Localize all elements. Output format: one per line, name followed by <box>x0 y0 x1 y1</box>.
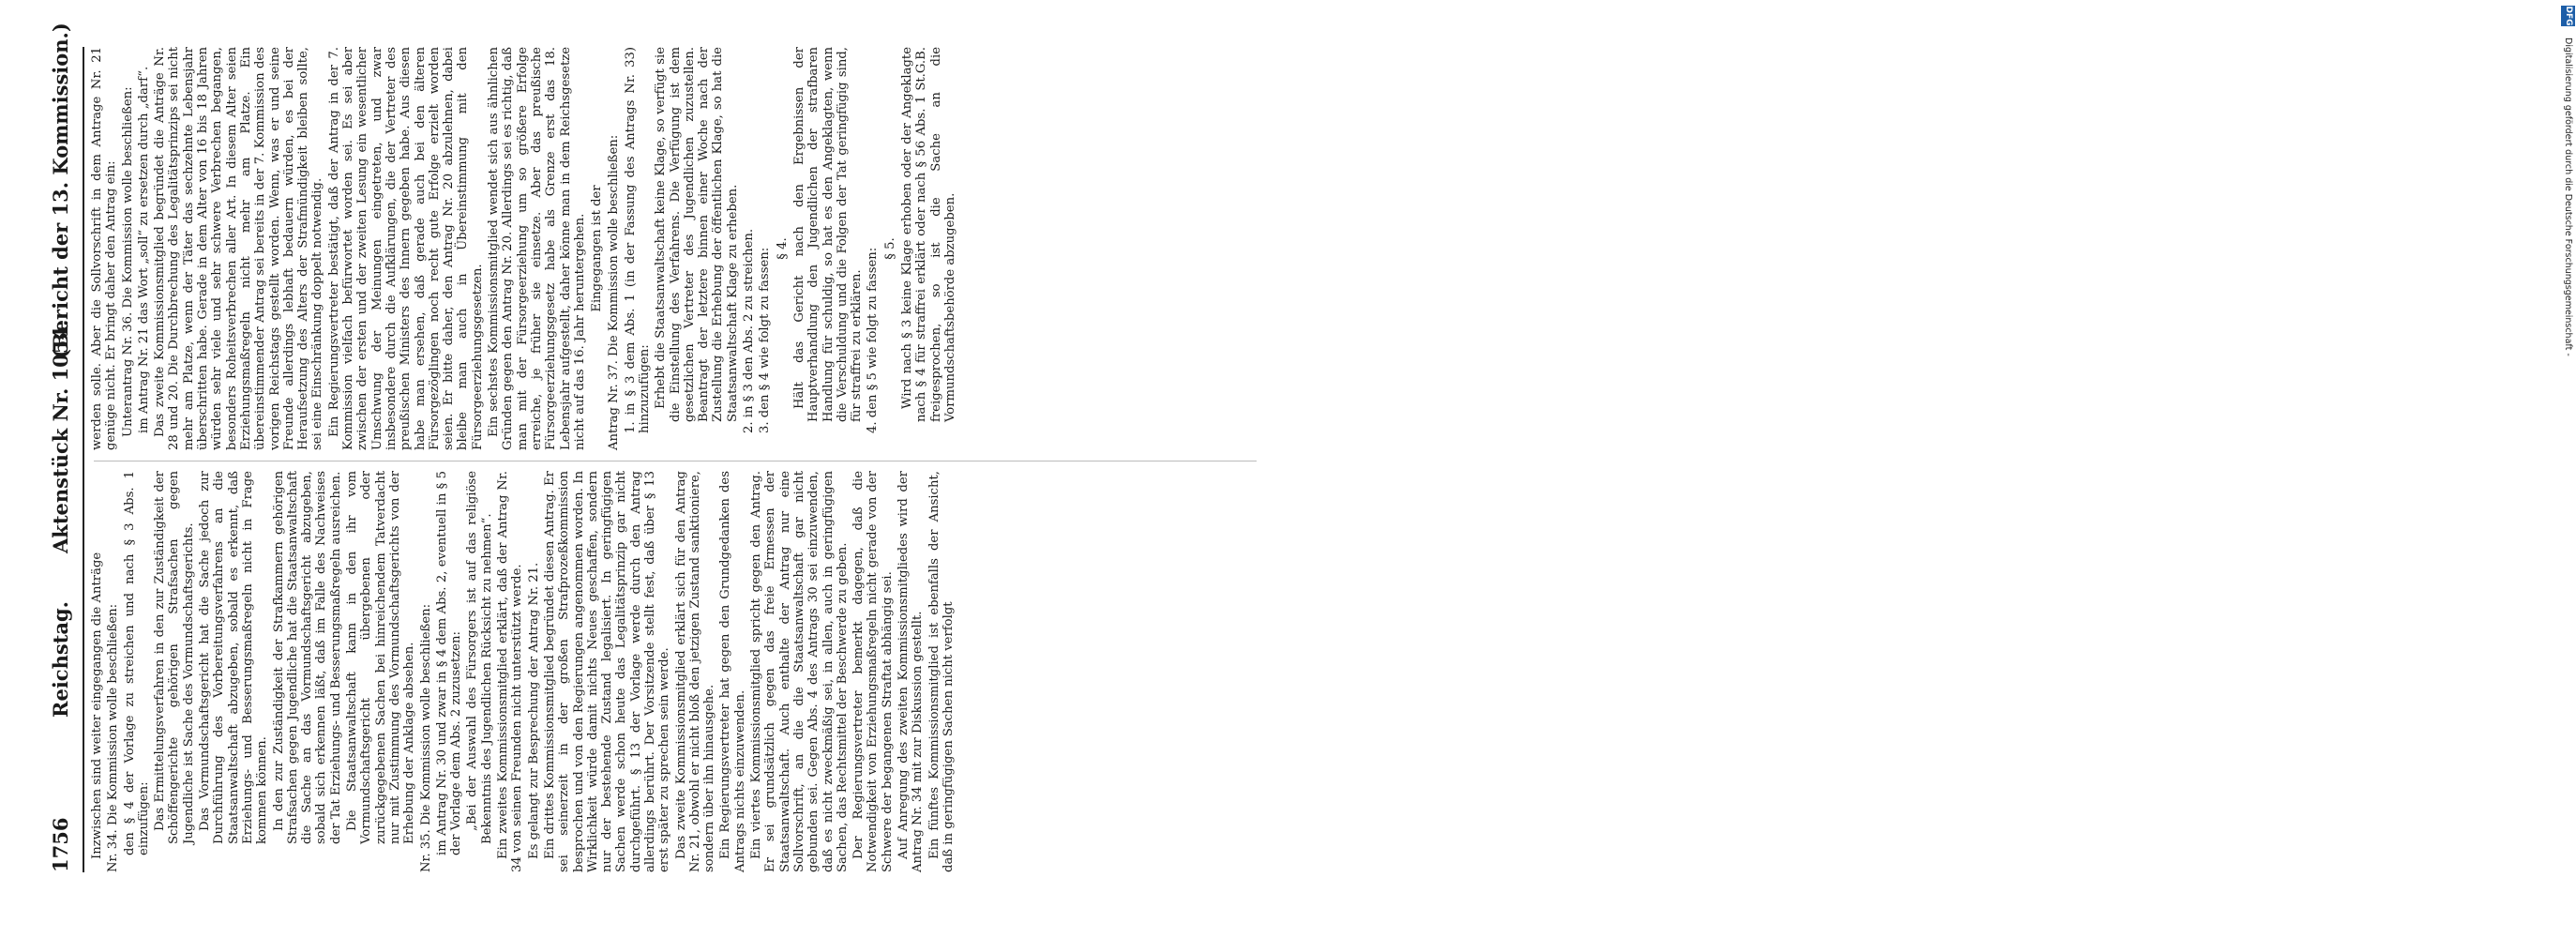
paragraph: Das zweite Kommissionsmitglied begründet die Anträge Nr. 28 und 20. Die Durchbrechung des Legalitätsprinzips sei nicht mehr am Platze, wenn der Täter das sechzehnte Lebensjahr überschritten habe. Gerade in dem Alter von 16 bis 18 Jahren würden sehr viele und sehr schwere Verbrechen begangen, besonders Roheitsverbrechen aller Art. In diesem Alter seien Erziehungsmaßregeln nicht mehr am Platze. Ein übereinstimmender Antrag sei bereits in der 7. Kommission des vorigen Reichstags gestellt worden. Wenn, was er und seine Freunde allerdings lebhaft bedauern würden, es bei der Heraufsetzung des Alters der Strafmündigkeit bleiben sollte, sei eine Einschränkung doppelt notwendig. <box>153 47 325 450</box>
quoted-paragraph: Das Vormundschaftsgericht hat die Sache jedoch zur Durchführung des Vorbereitungsverfahrens an die Staatsanwaltschaft abzugeben, sobald es erkennt, daß Erziehungs- und Besserungsmaßregeln nicht in Frage kommen können. <box>198 471 270 844</box>
section-heading: § 4. <box>775 237 790 260</box>
paragraph: Der Regierungsvertreter bemerkt dagegen, daß die Notwendigkeit von Erziehungsmaßregeln nicht gerade von der Schwere der begangenen Straftat abhängig sei. <box>851 471 895 872</box>
motion-heading: Nr. 34. Die Kommission wolle beschließen: <box>106 603 121 872</box>
paragraph: Auf Anregung des zweiten Kommissionsmitgliedes wird der Antrag Nr. 34 mit zur Diskussion gestellt. <box>896 471 926 872</box>
publication-title: Reichstag. <box>49 601 72 718</box>
paragraph: im Antrag Nr. 21 das Wort „soll“ zu ersetzen durch „darf“. <box>136 66 151 433</box>
paragraph: Ein sechstes Kommissionsmitglied wendet sich aus ähnlichen Gründen gegen den Antrag Nr. 20. Allerdings sei es richtig, daß man mit der Fürsorgeerziehung um so größere Erfolge erreiche, je früher sie einsetze. Aber das preußische Fürsorgeerziehungsgesetz habe als Grenze erst das 18. Lebensjahr aufgestellt, daher könne man in dem Reichsgesetze nicht auf das 16. Jahr heruntergehen. <box>487 47 587 450</box>
paragraph: Ein fünftes Kommissionsmitglied ist ebenfalls der Ansicht, daß in geringfügigen Sachen nicht verfolgt <box>926 471 956 872</box>
document-title: Aktenstück Nr. 1054. <box>49 319 72 553</box>
quoted-paragraph: Erhebt die Staatsanwaltschaft keine Klage, so verfügt sie die Einstellung des Verfahrens. Die Verfügung ist dem gesetzlichen Vertreter des Jugendlichen zuzustellen. Beantragt der letztere binnen einer Woche nach der Zustellung die Erhebung der öffentlichen Klage, so hat die Staatsanwaltschaft Klage zu erheben. <box>654 47 740 422</box>
paragraph: Ein viertes Kommissionsmitglied spricht gegen den Antrag. Er sei grundsätzlich gegen das freie Ermessen der Staatsanwaltschaft. Auch enthalte der Antrag nur eine Sollvorschrift, an die die Staatsanwaltschaft gar nicht gebunden sei. Gegen Abs. 4 des Antrags 30 sei einzuwenden, daß es nicht zweckmäßig sei, in allen, auch in geringfügigen Sachen, das Rechtsmittel der Beschwerde zu geben. <box>749 471 850 872</box>
list-item: 3. den § 4 wie folgt zu fassen: <box>758 247 773 433</box>
quoted-paragraph: Das Ermittelungsverfahren in den zur Zuständigkeit der Schöffengerichte gehörigen Strafsachen gegen Jugendliche ist Sache des Vormundschaftsgerichts. <box>153 471 196 844</box>
section-heading: § 5. <box>882 237 897 260</box>
list-item: 2. in § 3 den Abs. 2 zu streichen. <box>742 228 757 433</box>
funding-note: Digitalisierung gefördert durch die Deutsche Forschungsgemeinschaft - <box>2563 38 2573 356</box>
paragraph: Ein zweites Kommissionsmitglied erklärt, daß der Antrag Nr. 34 von seinen Freunden nicht unterstützt werde. <box>496 471 525 872</box>
quoted-paragraph: „Bei der Auswahl des Fürsorgers ist auf das religiöse Bekenntnis des Jugendlichen Rücksicht zu nehmen“. <box>465 471 494 844</box>
quoted-paragraph: Hält das Gericht nach den Ergebnissen der Hauptverhandlung den Jugendlichen der strafbaren Handlung für schuldig, so hat es den Angeklagten, wenn die Verschuldung und die Folgen der Tat geringfügig sind, für straffrei zu erklären. <box>791 47 865 422</box>
list-item: 1. in § 3 dem Abs. 1 (in der Fassung des Antrags Nr. 33) hinzuzufügen: <box>623 47 652 433</box>
quoted-paragraph: Wird nach § 3 keine Klage erhoben oder der Angeklagte nach § 4 für straffrei erklärt oder nach § 56 Abs. 1 St.G.B. freigesprochen, so ist die Sache an die Vormundschaftsbehörde abzugeben. <box>900 47 957 422</box>
left-column <box>90 471 957 872</box>
paragraph: Ein Regierungsvertreter hat gegen den Grundgedanken des Antrags nichts einzuwenden. <box>718 471 747 872</box>
paragraph: den § 4 der Vorlage zu streichen und nach § 3 Abs. 1 einzufügen: <box>122 471 151 855</box>
right-column <box>90 47 959 450</box>
quoted-paragraph: In den zur Zuständigkeit der Strafkammern gehörigen Strafsachen gegen Jugendliche hat die Staatsanwaltschaft die Sache an das Vormundschaftsgericht abzugeben, sobald sich erkennen läßt, daß im Falle des Nachweises der Tat Erziehungs- und Besserungsmaßregeln ausreichen. <box>271 471 343 844</box>
paragraph: werden solle. Aber die Sollvorschrift in dem Antrage Nr. 21 genüge nicht. Er bringt daher den Antrag ein: <box>90 47 119 450</box>
paragraph: im Antrag Nr. 30 und zwar in § 4 dem Abs. 2, eventuell in § 5 der Vorlage dem Abs. 2 zuzusetzen: <box>434 471 464 855</box>
paragraph: Es gelangt zur Besprechung der Antrag Nr. 21. <box>526 562 541 859</box>
motion-heading: Antrag Nr. 37. Die Kommission wolle beschließen: <box>607 134 622 450</box>
paragraph: Eingegangen ist der <box>590 185 605 312</box>
paragraph: Ein Regierungsvertreter bestätigt, daß der Antrag in der 7. Kommission vielfach befürwortet worden sei. Es sei aber zwischen der ersten und der zweiten Lesung ein wesentlicher Umschwung der Meinungen eingetreten, und zwar insbesondere durch die Aufklärungen, die der Vertreter des preußischen Ministers des Innern gegeben habe. Aus diesen habe man ersehen, daß gerade auch bei den älteren Fürsorgezöglingen noch recht gute Erfolge erzielt worden seien. Er bitte daher, den Antrag Nr. 20 abzulehnen, dabei bleibe man auch in Übereinstimmung mit den Fürsorgeerziehungsgesetzen. <box>326 47 485 450</box>
motion-heading: Unterantrag Nr. 36. Die Kommission wolle beschließen: <box>120 86 135 437</box>
quoted-paragraph: Die Staatsanwaltschaft kann in den ihr vom Vormundschaftsgericht übergebenen oder zurückgegebenen Sachen bei hinreichendem Tatverdacht nur mit Zustimmung des Vormundschaftsgerichts von der Erhebung der Anklage absehen. <box>345 471 417 844</box>
report-title: (Bericht der 13. Kommission.) <box>49 23 72 358</box>
funding-sidebar <box>1279 0 2573 938</box>
page-number: 1756 <box>49 817 72 872</box>
paragraph: Das zweite Kommissionsmitglied erklärt sich für den Antrag Nr. 21, obwohl er nicht bloß den jetzigen Zustand sanktioniere, sondern über ihn hinausgehe. <box>673 471 717 872</box>
paragraph: Ein drittes Kommissionsmitglied begründet diesen Antrag. Er sei seinerzeit in der großen Strafprozeßkommission besprochen und von den Regierungen angenommen worden. In Wirklichkeit würde damit nichts Neues geschaffen, sondern nur der bestehende Zustand legalisiert. In geringfügigen Sachen werde schon heute das Legalitätsprinzip gar nicht durchgeführt. § 13 der Vorlage werde durch den Antrag allerdings berührt. Der Vorsitzende stellt fest, daß über § 13 erst später zu sprechen sein werde. <box>542 471 672 872</box>
running-header <box>49 23 83 872</box>
paragraph: Inzwischen sind weiter eingegangen die Anträge <box>90 552 104 859</box>
list-item: 4. den § 5 wie folgt zu fassen: <box>866 247 881 433</box>
motion-heading: Nr. 35. Die Kommission wolle beschließen: <box>418 603 433 872</box>
dfg-logo: DFG <box>2561 6 2575 26</box>
header-rule <box>83 47 84 872</box>
